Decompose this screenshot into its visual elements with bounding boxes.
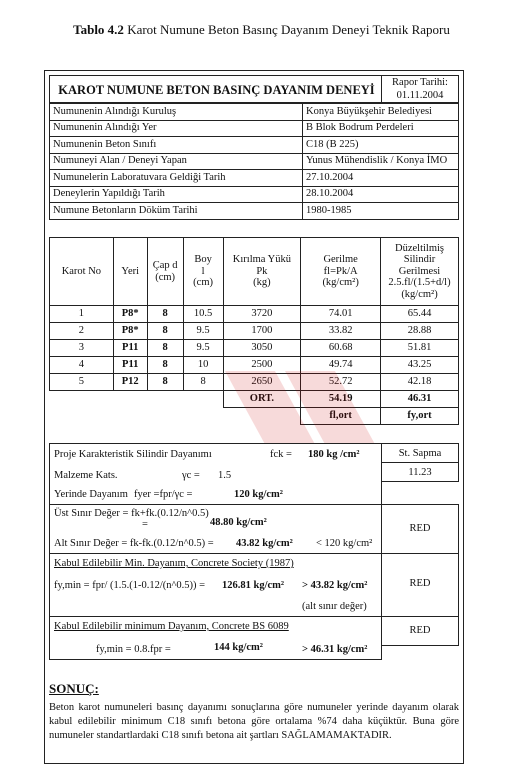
fy-ort-label: fy,ort bbox=[381, 408, 459, 425]
col-header-yeri: Yeri bbox=[113, 238, 147, 306]
yerinde-value: 120 kg/cm² bbox=[234, 489, 283, 500]
info-value: 28.10.2004 bbox=[303, 186, 459, 203]
cell-cap: 8 bbox=[147, 340, 183, 357]
cell-cap: 8 bbox=[147, 374, 183, 391]
cell-gerilme: 60.68 bbox=[301, 340, 381, 357]
report-title-box bbox=[49, 75, 382, 103]
cell-yeri: P12 bbox=[113, 374, 147, 391]
fck-label: fck = bbox=[270, 449, 292, 460]
info-label: Numunelerin Laboratuvara Geldiği Tarih bbox=[50, 170, 303, 187]
society-formula: fy,min = fpr/ (1.5.(1-0.12/(n^0.5)) = bbox=[54, 580, 206, 591]
cell-cap: 8 bbox=[147, 357, 183, 374]
fck-value: 180 kg /cm² bbox=[308, 449, 360, 460]
table-row bbox=[50, 306, 459, 323]
report-date-label: Rapor Tarihi: bbox=[392, 77, 448, 88]
info-row bbox=[50, 137, 459, 154]
cell-karot-no: 3 bbox=[50, 340, 114, 357]
cell-duzeltilmis: 65.44 bbox=[381, 306, 459, 323]
col-header-gerilme: Gerilme fl=Pk/A (kg/cm²) bbox=[301, 238, 381, 306]
sonuc-title: SONUÇ: bbox=[49, 681, 99, 696]
cell-gerilme: 52.72 bbox=[301, 374, 381, 391]
st-sapma-label: St. Sapma bbox=[398, 448, 442, 459]
table-row bbox=[50, 374, 459, 391]
average-row bbox=[50, 391, 459, 408]
cell-cap: 8 bbox=[147, 306, 183, 323]
report-frame bbox=[44, 70, 464, 764]
cell-gerilme: 74.01 bbox=[301, 306, 381, 323]
cell-gerilme: 49.74 bbox=[301, 357, 381, 374]
cell-yeri: P11 bbox=[113, 357, 147, 374]
cell-karot-no: 1 bbox=[50, 306, 114, 323]
info-row bbox=[50, 153, 459, 170]
alt-sinir-compare: < 120 kg/cm² bbox=[316, 538, 373, 549]
info-row bbox=[50, 120, 459, 137]
bs-compare: > 46.31 kg/cm² bbox=[302, 644, 368, 655]
col-header-duzeltilmis: Düzeltilmiş Silindir Gerilmesi 2.5.fl/(1.5+d/l) (kg/cm²) bbox=[381, 238, 459, 306]
bs-result-box bbox=[381, 616, 459, 646]
gamma-label: γc = bbox=[182, 470, 200, 481]
alt-sinir-label: Alt Sınır Değer = fk-fk.(0.12/n^0.5) = bbox=[54, 538, 214, 549]
info-value: 1980-1985 bbox=[303, 203, 459, 220]
ust-sinir-label: Üst Sınır Değer = fk+fk.(0.12/n^0.5) bbox=[54, 508, 209, 519]
cell-boy: 10.5 bbox=[183, 306, 223, 323]
concrete-society-box bbox=[49, 553, 382, 617]
info-value: 27.10.2004 bbox=[303, 170, 459, 187]
society-note: (alt sınır değer) bbox=[302, 601, 367, 612]
design-strength-box bbox=[49, 443, 382, 505]
sonuc-text: Beton karot numuneleri basınç dayanımı sonuçlarına göre numuneler yerinde dayanım olarak kabul edilebilir minimum C18 sınıfı betona göre ortalama %74 daha küçüktür. Buna göre numuneler standartlardaki C18 sınıfı betona ait şartları SAĞLAMAMAKTADIR. bbox=[49, 702, 459, 741]
cell-kirilma-yuku: 2650 bbox=[223, 374, 301, 391]
cell-kirilma-yuku: 2500 bbox=[223, 357, 301, 374]
ust-sinir-eq: = bbox=[142, 519, 148, 530]
limits-box bbox=[49, 504, 382, 554]
info-value: Konya Büyükşehir Belediyesi bbox=[303, 104, 459, 121]
cell-kirilma-yuku: 3050 bbox=[223, 340, 301, 357]
cell-duzeltilmis: 43.25 bbox=[381, 357, 459, 374]
info-table bbox=[49, 103, 459, 220]
cell-duzeltilmis: 42.18 bbox=[381, 374, 459, 391]
info-row bbox=[50, 170, 459, 187]
report-date-value: 01.11.2004 bbox=[396, 90, 444, 101]
average-symbol-row bbox=[50, 408, 459, 425]
alt-sinir-value: 43.82 kg/cm² bbox=[236, 538, 293, 549]
yerinde-label: Yerinde Dayanım bbox=[54, 489, 128, 500]
info-value: C18 (B 225) bbox=[303, 137, 459, 154]
cell-yeri: P11 bbox=[113, 340, 147, 357]
cell-boy: 9.5 bbox=[183, 323, 223, 340]
ort-duzeltilmis: 46.31 bbox=[381, 391, 459, 408]
info-label: Numuneyi Alan / Deneyi Yapan bbox=[50, 153, 303, 170]
info-label: Numune Betonların Döküm Tarihi bbox=[50, 203, 303, 220]
cell-karot-no: 2 bbox=[50, 323, 114, 340]
caption-prefix: Tablo 4.2 bbox=[73, 22, 124, 37]
society-value: 126.81 kg/cm² bbox=[222, 580, 285, 591]
limits-result-box bbox=[381, 504, 459, 554]
society-compare: > 43.82 kg/cm² bbox=[302, 580, 368, 591]
fl-ort-label: fl,ort bbox=[301, 408, 381, 425]
cell-boy: 10 bbox=[183, 357, 223, 374]
cell-karot-no: 5 bbox=[50, 374, 114, 391]
col-header-boy: Boy l (cm) bbox=[183, 238, 223, 306]
cell-gerilme: 33.82 bbox=[301, 323, 381, 340]
info-value: Yunus Mühendislik / Konya İMO bbox=[303, 153, 459, 170]
malzeme-label: Malzeme Kats. bbox=[54, 470, 118, 481]
report-title: KAROT NUMUNE BETON BASINÇ DAYANIM DENEYİ bbox=[58, 83, 375, 97]
info-label: Numunenin Beton Sınıfı bbox=[50, 137, 303, 154]
society-result-box bbox=[381, 553, 459, 617]
table-caption bbox=[0, 22, 523, 38]
cell-kirilma-yuku: 3720 bbox=[223, 306, 301, 323]
cell-yeri: P8* bbox=[113, 323, 147, 340]
info-label: Numunenin Alındığı Yer bbox=[50, 120, 303, 137]
cell-duzeltilmis: 51.81 bbox=[381, 340, 459, 357]
info-row bbox=[50, 104, 459, 121]
col-header-cap: Çap d (cm) bbox=[147, 238, 183, 306]
ort-label: ORT. bbox=[223, 391, 301, 408]
col-header-karot-no: Karot No bbox=[50, 238, 114, 306]
test-results-table bbox=[49, 237, 459, 425]
caption-text: Karot Numune Beton Basınç Dayanım Deneyi Teknik Raporu bbox=[127, 22, 450, 37]
info-row bbox=[50, 203, 459, 220]
bs-value: 144 kg/cm² bbox=[214, 642, 263, 653]
society-result: RED bbox=[409, 578, 431, 589]
ust-sinir-value: 48.80 kg/cm² bbox=[210, 517, 267, 528]
info-label: Deneylerin Yapıldığı Tarih bbox=[50, 186, 303, 203]
info-label: Numunenin Alındığı Kuruluş bbox=[50, 104, 303, 121]
table-header-row bbox=[50, 238, 459, 306]
info-row bbox=[50, 186, 459, 203]
report-date-box bbox=[381, 75, 459, 103]
table-row bbox=[50, 323, 459, 340]
bs6089-box bbox=[49, 616, 382, 660]
bs-title: Kabul Edilebilir minimum Dayanım, Concrete BS 6089 bbox=[54, 621, 289, 632]
cell-boy: 8 bbox=[183, 374, 223, 391]
gamma-value: 1.5 bbox=[218, 470, 232, 481]
st-sapma-label-box bbox=[381, 443, 459, 463]
cell-cap: 8 bbox=[147, 323, 183, 340]
bs-result: RED bbox=[409, 625, 431, 636]
bs-formula: fy,min = 0.8.fpr = bbox=[96, 644, 171, 655]
table-row bbox=[50, 340, 459, 357]
limits-result: RED bbox=[409, 523, 431, 534]
cell-yeri: P8* bbox=[113, 306, 147, 323]
table-row bbox=[50, 357, 459, 374]
proje-label: Proje Karakteristik Silindir Dayanımı bbox=[54, 449, 212, 460]
ort-gerilme: 54.19 bbox=[301, 391, 381, 408]
st-sapma-value: 11.23 bbox=[408, 467, 432, 478]
cell-duzeltilmis: 28.88 bbox=[381, 323, 459, 340]
st-sapma-value-box bbox=[381, 462, 459, 482]
society-title: Kabul Edilebilir Min. Dayanım, Concrete Society (1987) bbox=[54, 558, 294, 569]
cell-karot-no: 4 bbox=[50, 357, 114, 374]
yerinde-formula: fyer =fpr/γc = bbox=[134, 489, 193, 500]
cell-boy: 9.5 bbox=[183, 340, 223, 357]
info-value: B Blok Bodrum Perdeleri bbox=[303, 120, 459, 137]
cell-kirilma-yuku: 1700 bbox=[223, 323, 301, 340]
col-header-kirilma-yuku: Kırılma Yükü Pk (kg) bbox=[223, 238, 301, 306]
